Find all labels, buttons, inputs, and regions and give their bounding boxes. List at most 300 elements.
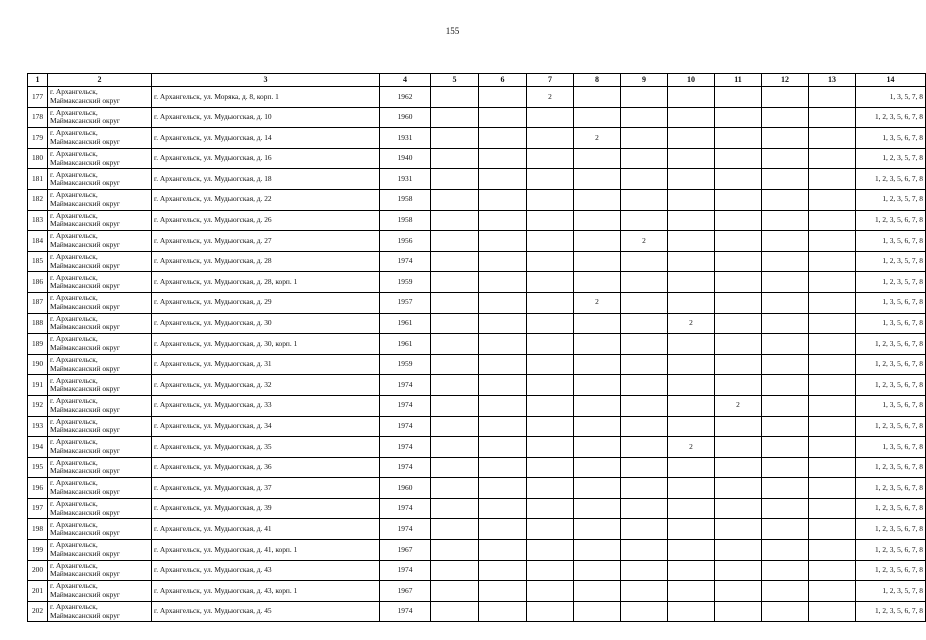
col-7-cell: 2	[527, 87, 574, 108]
col-10-cell	[668, 272, 715, 293]
measures-cell: 1, 2, 3, 5, 7, 8	[856, 148, 926, 169]
table-row	[28, 189, 926, 210]
col-12-cell	[762, 375, 809, 396]
col-9-cell	[621, 148, 668, 169]
col-10-cell: 2	[668, 313, 715, 334]
col-10-cell	[668, 354, 715, 375]
col-11-cell	[715, 210, 762, 231]
col-11-cell	[715, 313, 762, 334]
table-row	[28, 251, 926, 272]
col-6-cell	[479, 169, 527, 190]
col-10-cell	[668, 251, 715, 272]
col-12-cell	[762, 169, 809, 190]
col-6-cell	[479, 560, 527, 581]
measures-cell: 1, 3, 5, 6, 7, 8	[856, 128, 926, 149]
col-8-cell	[574, 416, 621, 437]
col-11-cell	[715, 231, 762, 252]
district-cell: г. Архангельск, Маймаксанский округ	[48, 395, 152, 416]
col-7-cell	[527, 601, 574, 622]
district-cell: г. Архангельск, Маймаксанский округ	[48, 169, 152, 190]
column-header: 2	[48, 74, 152, 87]
table-row	[28, 169, 926, 190]
table-row	[28, 354, 926, 375]
district-cell: г. Архангельск, Маймаксанский округ	[48, 107, 152, 128]
col-12-cell	[762, 210, 809, 231]
col-5-cell	[431, 169, 479, 190]
col-5-cell	[431, 210, 479, 231]
col-8-cell	[574, 148, 621, 169]
measures-cell: 1, 2, 3, 5, 6, 7, 8	[856, 519, 926, 540]
col-12-cell	[762, 601, 809, 622]
col-6-cell	[479, 210, 527, 231]
table-row	[28, 292, 926, 313]
year-cell: 1960	[380, 478, 431, 499]
year-cell: 1940	[380, 148, 431, 169]
register-table	[27, 73, 926, 622]
col-9-cell	[621, 478, 668, 499]
district-cell: г. Архангельск, Маймаксанский округ	[48, 519, 152, 540]
col-13-cell	[809, 292, 856, 313]
table-row	[28, 395, 926, 416]
col-5-cell	[431, 478, 479, 499]
col-8-cell	[574, 313, 621, 334]
col-13-cell	[809, 189, 856, 210]
col-9-cell	[621, 601, 668, 622]
col-13-cell	[809, 375, 856, 396]
col-11-cell	[715, 601, 762, 622]
col-5-cell	[431, 601, 479, 622]
col-5-cell	[431, 519, 479, 540]
col-9-cell	[621, 87, 668, 108]
measures-cell: 1, 2, 3, 5, 6, 7, 8	[856, 601, 926, 622]
col-11-cell	[715, 560, 762, 581]
col-10-cell	[668, 498, 715, 519]
table-row	[28, 334, 926, 355]
col-9-cell: 2	[621, 231, 668, 252]
col-9-cell	[621, 498, 668, 519]
col-5-cell	[431, 292, 479, 313]
row-number-cell: 188	[28, 313, 48, 334]
col-8-cell	[574, 354, 621, 375]
table-row	[28, 87, 926, 108]
measures-cell: 1, 3, 5, 7, 8	[856, 87, 926, 108]
measures-cell: 1, 2, 3, 5, 6, 7, 8	[856, 354, 926, 375]
col-11-cell	[715, 334, 762, 355]
col-6-cell	[479, 107, 527, 128]
col-11-cell	[715, 540, 762, 561]
col-12-cell	[762, 292, 809, 313]
table-row	[28, 478, 926, 499]
col-9-cell	[621, 210, 668, 231]
col-10-cell	[668, 210, 715, 231]
col-7-cell	[527, 272, 574, 293]
district-cell: г. Архангельск, Маймаксанский округ	[48, 601, 152, 622]
col-7-cell	[527, 519, 574, 540]
col-7-cell	[527, 354, 574, 375]
col-8-cell: 2	[574, 292, 621, 313]
col-12-cell	[762, 313, 809, 334]
col-11-cell	[715, 148, 762, 169]
col-6-cell	[479, 148, 527, 169]
district-cell: г. Архангельск, Маймаксанский округ	[48, 292, 152, 313]
row-number-cell: 191	[28, 375, 48, 396]
column-header: 7	[527, 74, 574, 87]
col-7-cell	[527, 581, 574, 602]
year-cell: 1974	[380, 457, 431, 478]
year-cell: 1961	[380, 334, 431, 355]
col-6-cell	[479, 251, 527, 272]
col-12-cell	[762, 498, 809, 519]
col-13-cell	[809, 478, 856, 499]
district-cell: г. Архангельск, Маймаксанский округ	[48, 313, 152, 334]
col-9-cell	[621, 272, 668, 293]
col-8-cell	[574, 581, 621, 602]
table-row	[28, 581, 926, 602]
column-header: 5	[431, 74, 479, 87]
col-12-cell	[762, 231, 809, 252]
col-11-cell	[715, 375, 762, 396]
col-6-cell	[479, 395, 527, 416]
col-8-cell	[574, 601, 621, 622]
col-7-cell	[527, 128, 574, 149]
col-13-cell	[809, 107, 856, 128]
address-cell: г. Архангельск, ул. Мудьюгская, д. 35	[152, 437, 380, 458]
year-cell: 1931	[380, 169, 431, 190]
col-6-cell	[479, 416, 527, 437]
year-cell: 1967	[380, 581, 431, 602]
col-10-cell: 2	[668, 437, 715, 458]
column-header: 3	[152, 74, 380, 87]
col-7-cell	[527, 189, 574, 210]
col-7-cell	[527, 395, 574, 416]
col-8-cell	[574, 519, 621, 540]
table-row	[28, 498, 926, 519]
col-8-cell	[574, 457, 621, 478]
row-number-cell: 189	[28, 334, 48, 355]
year-cell: 1974	[380, 560, 431, 581]
table-row	[28, 457, 926, 478]
col-8-cell	[574, 540, 621, 561]
col-10-cell	[668, 169, 715, 190]
measures-cell: 1, 2, 3, 5, 7, 8	[856, 272, 926, 293]
district-cell: г. Архангельск, Маймаксанский округ	[48, 581, 152, 602]
col-10-cell	[668, 148, 715, 169]
col-6-cell	[479, 519, 527, 540]
measures-cell: 1, 2, 3, 5, 6, 7, 8	[856, 169, 926, 190]
address-cell: г. Архангельск, ул. Мудьюгская, д. 36	[152, 457, 380, 478]
year-cell: 1958	[380, 210, 431, 231]
col-11-cell	[715, 272, 762, 293]
year-cell: 1961	[380, 313, 431, 334]
year-cell: 1960	[380, 107, 431, 128]
col-9-cell	[621, 375, 668, 396]
col-6-cell	[479, 272, 527, 293]
district-cell: г. Архангельск, Маймаксанский округ	[48, 375, 152, 396]
col-7-cell	[527, 560, 574, 581]
row-number-cell: 195	[28, 457, 48, 478]
col-10-cell	[668, 560, 715, 581]
district-cell: г. Архангельск, Маймаксанский округ	[48, 498, 152, 519]
col-13-cell	[809, 416, 856, 437]
address-cell: г. Архангельск, ул. Мудьюгская, д. 37	[152, 478, 380, 499]
col-8-cell	[574, 169, 621, 190]
col-13-cell	[809, 498, 856, 519]
col-10-cell	[668, 416, 715, 437]
col-8-cell	[574, 272, 621, 293]
col-7-cell	[527, 313, 574, 334]
row-number-cell: 201	[28, 581, 48, 602]
measures-cell: 1, 2, 3, 5, 6, 7, 8	[856, 375, 926, 396]
district-cell: г. Архангельск, Маймаксанский округ	[48, 560, 152, 581]
col-5-cell	[431, 457, 479, 478]
measures-cell: 1, 2, 3, 5, 6, 7, 8	[856, 478, 926, 499]
address-cell: г. Архангельск, ул. Мудьюгская, д. 28, корп. 1	[152, 272, 380, 293]
col-13-cell	[809, 601, 856, 622]
col-9-cell	[621, 354, 668, 375]
col-13-cell	[809, 148, 856, 169]
col-12-cell	[762, 87, 809, 108]
col-12-cell	[762, 540, 809, 561]
col-7-cell	[527, 375, 574, 396]
address-cell: г. Архангельск, ул. Мудьюгская, д. 41	[152, 519, 380, 540]
col-7-cell	[527, 478, 574, 499]
row-number-cell: 177	[28, 87, 48, 108]
year-cell: 1974	[380, 437, 431, 458]
col-6-cell	[479, 540, 527, 561]
column-header: 14	[856, 74, 926, 87]
row-number-cell: 179	[28, 128, 48, 149]
col-5-cell	[431, 354, 479, 375]
col-10-cell	[668, 128, 715, 149]
col-6-cell	[479, 498, 527, 519]
measures-cell: 1, 2, 3, 5, 6, 7, 8	[856, 540, 926, 561]
address-cell: г. Архангельск, ул. Мудьюгская, д. 29	[152, 292, 380, 313]
row-number-cell: 181	[28, 169, 48, 190]
col-11-cell	[715, 437, 762, 458]
address-cell: г. Архангельск, ул. Мудьюгская, д. 30, корп. 1	[152, 334, 380, 355]
table-row	[28, 272, 926, 293]
district-cell: г. Архангельск, Маймаксанский округ	[48, 251, 152, 272]
measures-cell: 1, 2, 3, 5, 7, 8	[856, 581, 926, 602]
col-9-cell	[621, 560, 668, 581]
col-8-cell	[574, 210, 621, 231]
address-cell: г. Архангельск, ул. Мудьюгская, д. 33	[152, 395, 380, 416]
year-cell: 1959	[380, 354, 431, 375]
col-5-cell	[431, 540, 479, 561]
col-12-cell	[762, 581, 809, 602]
measures-cell: 1, 3, 5, 6, 7, 8	[856, 313, 926, 334]
address-cell: г. Архангельск, ул. Мудьюгская, д. 31	[152, 354, 380, 375]
year-cell: 1974	[380, 395, 431, 416]
column-header: 6	[479, 74, 527, 87]
address-cell: г. Архангельск, ул. Мудьюгская, д. 14	[152, 128, 380, 149]
col-10-cell	[668, 395, 715, 416]
measures-cell: 1, 3, 5, 6, 7, 8	[856, 395, 926, 416]
col-10-cell	[668, 231, 715, 252]
col-5-cell	[431, 272, 479, 293]
table-row	[28, 416, 926, 437]
column-header: 12	[762, 74, 809, 87]
col-13-cell	[809, 457, 856, 478]
col-9-cell	[621, 189, 668, 210]
district-cell: г. Архангельск, Маймаксанский округ	[48, 272, 152, 293]
col-13-cell	[809, 313, 856, 334]
row-number-cell: 185	[28, 251, 48, 272]
year-cell: 1967	[380, 540, 431, 561]
table-row	[28, 128, 926, 149]
col-6-cell	[479, 292, 527, 313]
col-12-cell	[762, 251, 809, 272]
measures-cell: 1, 2, 3, 5, 7, 8	[856, 251, 926, 272]
col-5-cell	[431, 395, 479, 416]
col-6-cell	[479, 601, 527, 622]
year-cell: 1931	[380, 128, 431, 149]
col-10-cell	[668, 107, 715, 128]
col-11-cell	[715, 478, 762, 499]
address-cell: г. Архангельск, ул. Мудьюгская, д. 28	[152, 251, 380, 272]
col-9-cell	[621, 169, 668, 190]
col-5-cell	[431, 231, 479, 252]
col-10-cell	[668, 87, 715, 108]
col-13-cell	[809, 334, 856, 355]
col-9-cell	[621, 540, 668, 561]
col-12-cell	[762, 395, 809, 416]
measures-cell: 1, 2, 3, 5, 6, 7, 8	[856, 457, 926, 478]
col-10-cell	[668, 375, 715, 396]
year-cell: 1959	[380, 272, 431, 293]
address-cell: г. Архангельск, ул. Мудьюгская, д. 22	[152, 189, 380, 210]
col-9-cell	[621, 107, 668, 128]
year-cell: 1974	[380, 251, 431, 272]
col-8-cell	[574, 334, 621, 355]
col-5-cell	[431, 107, 479, 128]
col-7-cell	[527, 416, 574, 437]
col-9-cell	[621, 251, 668, 272]
table-row	[28, 231, 926, 252]
col-11-cell	[715, 169, 762, 190]
column-header: 1	[28, 74, 48, 87]
col-12-cell	[762, 560, 809, 581]
address-cell: г. Архангельск, ул. Мудьюгская, д. 34	[152, 416, 380, 437]
col-5-cell	[431, 148, 479, 169]
column-header: 11	[715, 74, 762, 87]
col-9-cell	[621, 128, 668, 149]
column-header: 13	[809, 74, 856, 87]
col-11-cell	[715, 581, 762, 602]
row-number-cell: 183	[28, 210, 48, 231]
col-11-cell	[715, 498, 762, 519]
col-10-cell	[668, 292, 715, 313]
district-cell: г. Архангельск, Маймаксанский округ	[48, 210, 152, 231]
district-cell: г. Архангельск, Маймаксанский округ	[48, 457, 152, 478]
address-cell: г. Архангельск, ул. Мудьюгская, д. 30	[152, 313, 380, 334]
col-8-cell	[574, 189, 621, 210]
col-12-cell	[762, 189, 809, 210]
col-6-cell	[479, 478, 527, 499]
col-13-cell	[809, 251, 856, 272]
table-row	[28, 148, 926, 169]
measures-cell: 1, 2, 3, 5, 7, 8	[856, 189, 926, 210]
address-cell: г. Архангельск, ул. Мудьюгская, д. 45	[152, 601, 380, 622]
address-cell: г. Архангельск, ул. Моряка, д. 8, корп. 1	[152, 87, 380, 108]
col-9-cell	[621, 416, 668, 437]
row-number-cell: 190	[28, 354, 48, 375]
row-number-cell: 193	[28, 416, 48, 437]
district-cell: г. Архангельск, Маймаксанский округ	[48, 148, 152, 169]
col-13-cell	[809, 581, 856, 602]
table-row	[28, 519, 926, 540]
col-12-cell	[762, 478, 809, 499]
col-11-cell	[715, 519, 762, 540]
year-cell: 1974	[380, 498, 431, 519]
col-13-cell	[809, 437, 856, 458]
col-6-cell	[479, 128, 527, 149]
col-12-cell	[762, 416, 809, 437]
col-8-cell	[574, 87, 621, 108]
col-5-cell	[431, 313, 479, 334]
col-12-cell	[762, 128, 809, 149]
district-cell: г. Архангельск, Маймаксанский округ	[48, 189, 152, 210]
col-11-cell	[715, 251, 762, 272]
col-10-cell	[668, 581, 715, 602]
table-row	[28, 560, 926, 581]
col-13-cell	[809, 395, 856, 416]
col-10-cell	[668, 601, 715, 622]
col-6-cell	[479, 457, 527, 478]
measures-cell: 1, 3, 5, 6, 7, 8	[856, 231, 926, 252]
col-7-cell	[527, 148, 574, 169]
table-row	[28, 313, 926, 334]
col-5-cell	[431, 581, 479, 602]
col-13-cell	[809, 231, 856, 252]
col-13-cell	[809, 519, 856, 540]
district-cell: г. Архангельск, Маймаксанский округ	[48, 334, 152, 355]
col-13-cell	[809, 540, 856, 561]
district-cell: г. Архангельск, Маймаксанский округ	[48, 540, 152, 561]
district-cell: г. Архангельск, Маймаксанский округ	[48, 416, 152, 437]
col-7-cell	[527, 251, 574, 272]
row-number-cell: 180	[28, 148, 48, 169]
row-number-cell: 200	[28, 560, 48, 581]
col-6-cell	[479, 87, 527, 108]
col-11-cell	[715, 354, 762, 375]
col-8-cell: 2	[574, 128, 621, 149]
column-header: 4	[380, 74, 431, 87]
address-cell: г. Архангельск, ул. Мудьюгская, д. 43, корп. 1	[152, 581, 380, 602]
year-cell: 1962	[380, 87, 431, 108]
col-12-cell	[762, 334, 809, 355]
year-cell: 1956	[380, 231, 431, 252]
col-5-cell	[431, 498, 479, 519]
table-body	[28, 87, 926, 622]
address-cell: г. Архангельск, ул. Мудьюгская, д. 18	[152, 169, 380, 190]
col-9-cell	[621, 581, 668, 602]
table-row	[28, 375, 926, 396]
col-9-cell	[621, 334, 668, 355]
col-13-cell	[809, 87, 856, 108]
district-cell: г. Архангельск, Маймаксанский округ	[48, 478, 152, 499]
col-5-cell	[431, 128, 479, 149]
district-cell: г. Архангельск, Маймаксанский округ	[48, 437, 152, 458]
col-8-cell	[574, 437, 621, 458]
col-7-cell	[527, 498, 574, 519]
measures-cell: 1, 2, 3, 5, 6, 7, 8	[856, 334, 926, 355]
district-cell: г. Архангельск, Маймаксанский округ	[48, 354, 152, 375]
col-8-cell	[574, 231, 621, 252]
row-number-cell: 198	[28, 519, 48, 540]
col-13-cell	[809, 272, 856, 293]
col-7-cell	[527, 334, 574, 355]
